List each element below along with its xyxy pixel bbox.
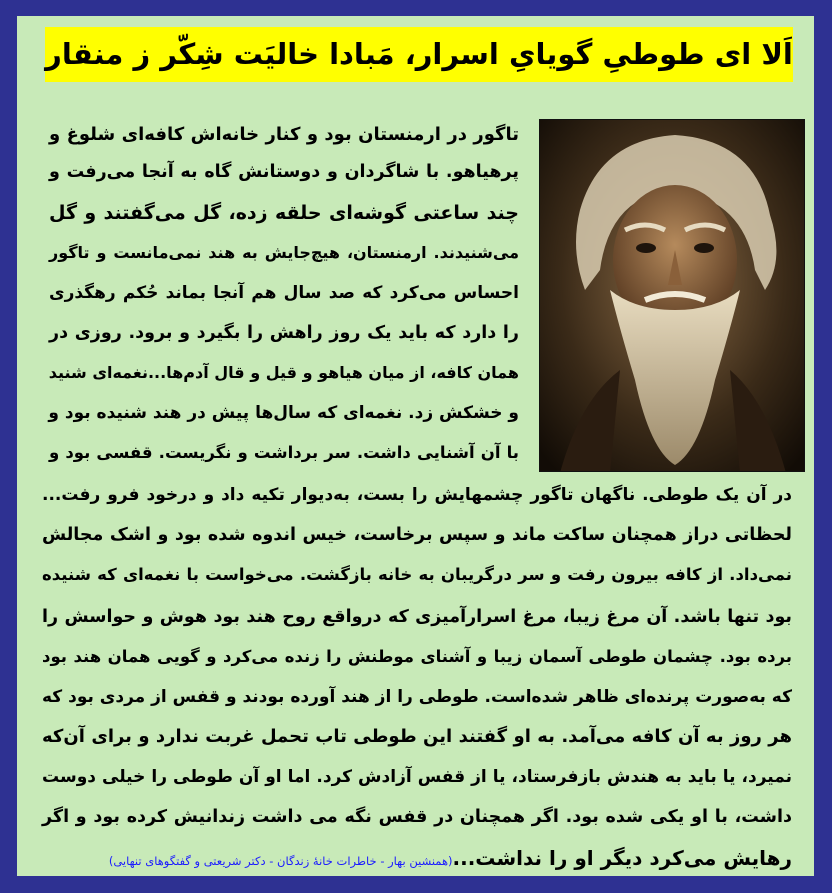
paragraph-line: با آن آشنایی داشت. سر برداشت و نگریست. قفسی بود و	[49, 443, 519, 462]
source-citation: (همنشین بهار - خاطرات خانهٔ زندگان - دکتر شریعتی و گفتگوهای تنهایی)	[108, 854, 453, 868]
article-body	[17, 16, 814, 876]
paragraph-line: را دارد که باید یک روز راهش را بگیرد و برود. روزی در	[49, 323, 519, 343]
paragraph-line: لحظاتی دراز همچنان ساکت ماند و سپس برخاست، خیس اندوه شده بود و اشک مجالش	[42, 525, 792, 545]
paragraph-line: نمیرد، یا باید به هندش بازفرستاد، یا از قفس آزادش کرد. اما او آن طوطی را خیلی دوست	[42, 767, 792, 787]
paragraph-line: در آن یک طوطی. ناگهان تاگور چشمهایش را بست، به‌دیوار تکیه داد و درخود فرو رفت...	[42, 485, 792, 505]
content-panel	[17, 16, 814, 876]
paragraph-line: بود تنها باشد. آن مرغ زیبا، مرغ اسرارآمیزی که درواقع روح هند بود هوش و حواسش را	[42, 607, 792, 627]
paragraph-line: نمی‌داد. از کافه بیرون رفت و سر درگریبان به خانه بازگشت. می‌خواست با نغمه‌ای که شنیده	[42, 565, 792, 584]
paragraph-line: و خشکش زد. نغمه‌ای که سال‌ها پیش در هند شنیده بود و	[48, 403, 519, 423]
paragraph-line: همان کافه، از میان هیاهو و قیل و قال آدم‌ها...نغمه‌ای شنید	[48, 363, 519, 382]
paragraph-line: رهایش می‌کرد دیگر او را نداشت...	[452, 846, 792, 870]
paragraph-line: تاگور در ارمنستان بود و کنار خانه‌اش کافه‌ای شلوغ و	[49, 124, 519, 145]
paragraph-line: احساس می‌کرد که صد سال هم آنجا بماند حُکم رهگذری	[49, 283, 519, 303]
paragraph-line: که به‌صورت پرنده‌ای ظاهر شده‌است. طوطی را از هند آورده بودند و قفس از مردی بود که	[42, 687, 792, 707]
paragraph-line: برده بود. چشمان طوطی آسمان زیبا و آشنای موطنش را زنده می‌کرد و گویی همان هند بود	[42, 647, 792, 666]
paragraph-line: می‌شنیدند. ارمنستان، هیچ‌جایش به هند نمی‌مانست و تاگور	[49, 243, 519, 262]
poem-title: اَلا ای طوطیِ گویایِ اسرار، مَبادا خالیَت شِکّر ز منقار	[45, 27, 793, 82]
paragraph-line: چند ساعتی گوشه‌ای حلقه زده، گل می‌گفتند و گل	[49, 202, 519, 224]
paragraph-line: داشت، با او یکی شده بود. اگر همچنان در قفس نگه می داشت زندانیش کرده بود و اگر	[42, 807, 792, 827]
final-line	[109, 839, 792, 876]
paragraph-line: هر روز به آن کافه می‌آمد. به او گفتند این طوطی تاب تحمل غربت ندارد و برای آن‌که	[42, 726, 792, 747]
paragraph-line: پرهیاهو. با شاگردان و دوستانش گاه به آنجا می‌رفت و	[49, 162, 519, 182]
